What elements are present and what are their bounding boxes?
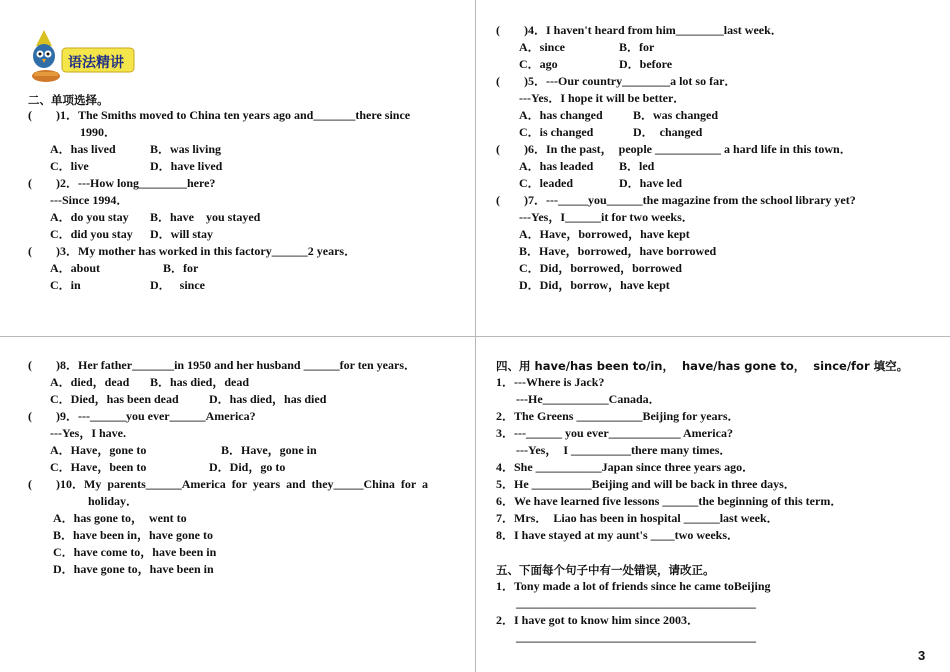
q8-stem: ( )8．Her father_______in 1950 and her husband ______for ten years．	[28, 358, 417, 372]
s4-item: 6．We have learned five lessons ______the beginning of this term．	[496, 494, 843, 508]
s4-item: 8．I have stayed at my aunt's ____two weeks．	[496, 528, 740, 542]
s4-item: 3．---______ you ever____________ America?	[496, 426, 733, 440]
s5-item: 1．Tony made a lot of friends since he came toBeijing	[496, 579, 771, 593]
q10-stem: ( )10．My parents______America for years and they_____China for a	[28, 477, 428, 491]
q9-option-b: B．Have，gone in	[221, 443, 317, 457]
q2-option-b: B．have you stayed	[150, 210, 261, 224]
section4-title: 四、用 have/has been to/in， have/has gone to， since/for 填空。	[496, 359, 909, 373]
s5-answer-line: ________________________________________	[516, 630, 756, 644]
q3-option-c: C．in	[50, 278, 81, 292]
q6-option-b: B．led	[619, 159, 655, 173]
q3-option-a: A．about	[50, 261, 101, 275]
q7-option-a: A．Have，borrowed，have kept	[519, 227, 690, 241]
q4-option-b: B．for	[619, 40, 655, 54]
s4-item: 5．He __________Beijing and will be back in three days．	[496, 477, 796, 491]
q10-option-c: C．have come to，have been in	[53, 545, 217, 559]
q4-option-a: A．since	[519, 40, 565, 54]
q2-stem: ( )2．---How long________here?	[28, 176, 216, 190]
q1-option-b: B．was living	[150, 142, 222, 156]
horizontal-divider	[0, 336, 950, 337]
q5-option-c: C．is changed	[519, 125, 594, 139]
q6-option-c: C．leaded	[519, 176, 574, 190]
grammar-logo	[30, 28, 140, 86]
q10-option-d: D．have gone to，have been in	[53, 562, 214, 576]
section5-title: 五、下面每个句子中有一处错误，请改正。	[496, 563, 715, 577]
s5-answer-line: ________________________________________	[516, 596, 756, 610]
q2-option-c: C．did you stay	[50, 227, 133, 241]
s5-item: 2．I have got to know him since 2003．	[496, 613, 700, 627]
s4-item: 7．Mrs． Liao has been in hospital ______last week．	[496, 511, 779, 525]
q5-stem: ( )5．---Our country________a lot so far．	[496, 74, 737, 88]
q5-answer-line: ---Yes．I hope it will be better．	[519, 91, 686, 105]
q9-answer-line: ---Yes，I have.	[50, 426, 126, 440]
q4-option-d: D．before	[619, 57, 673, 71]
s4-item: ---He___________Canada．	[516, 392, 661, 406]
q2-option-a: A．do you stay	[50, 210, 129, 224]
q3-stem: ( )3．My mother has worked in this factory______2 years．	[28, 244, 357, 258]
q7-answer-line: ---Yes，I______it for two weeks．	[519, 210, 694, 224]
q7-option-b: B．Have，borrowed，have borrowed	[519, 244, 717, 258]
q1-stem: ( )1．The Smiths moved to China ten years ago and_______there since	[28, 108, 411, 122]
q5-option-d: D． changed	[633, 125, 703, 139]
q2-answer-line: ---Since 1994．	[50, 193, 129, 207]
q8-option-c: C．Died，has been dead	[50, 392, 179, 406]
q8-option-d: D．has died，has died	[209, 392, 327, 406]
s4-item: 2．The Greens ___________Beijing for years．	[496, 409, 740, 423]
q7-stem: ( )7．---_____you______the magazine from the school library yet?	[496, 193, 856, 207]
q1-stem-cont: 1990．	[80, 125, 117, 139]
q10-option-a: A．has gone to， went to	[53, 511, 187, 525]
q9-option-a: A．Have，gone to	[50, 443, 147, 457]
q3-option-b: B．for	[163, 261, 199, 275]
q10-option-b: B．have been in，have gone to	[53, 528, 214, 542]
q6-option-a: A．has leaded	[519, 159, 594, 173]
q5-option-a: A．has changed	[519, 108, 603, 122]
section2-title: 二、单项选择。	[28, 93, 109, 107]
s4-item: 4．She ___________Japan since three years ago．	[496, 460, 755, 474]
q8-option-b: B．has died，dead	[150, 375, 250, 389]
s4-item: 1．---Where is Jack?	[496, 375, 605, 389]
q5-option-b: B．was changed	[633, 108, 719, 122]
q9-stem: ( )9．---______you ever______America?	[28, 409, 256, 423]
q6-stem: ( )6．In the past， people ___________ a hard life in this town．	[496, 142, 852, 156]
q3-option-d: D． since	[150, 278, 205, 292]
q9-option-c: C．Have，been to	[50, 460, 147, 474]
q1-option-c: C．live	[50, 159, 89, 173]
s4-item: ---Yes， I __________there many times．	[516, 443, 732, 457]
q1-option-d: D．have lived	[150, 159, 223, 173]
q7-option-c: C．Did，borrowed，borrowed	[519, 261, 682, 275]
q9-option-d: D．Did，go to	[209, 460, 286, 474]
q7-option-d: D．Did，borrow，have kept	[519, 278, 670, 292]
q6-option-d: D．have led	[619, 176, 683, 190]
page-number: 3	[918, 648, 926, 663]
logo-text: 语法精讲	[68, 55, 124, 71]
q4-option-c: C．ago	[519, 57, 558, 71]
q4-stem: ( )4．I haven't heard from him________last week．	[496, 23, 783, 37]
q10-stem-cont: holiday．	[88, 494, 139, 508]
q1-option-a: A．has lived	[50, 142, 116, 156]
q2-option-d: D．will stay	[150, 227, 214, 241]
q8-option-a: A．died，dead	[50, 375, 130, 389]
